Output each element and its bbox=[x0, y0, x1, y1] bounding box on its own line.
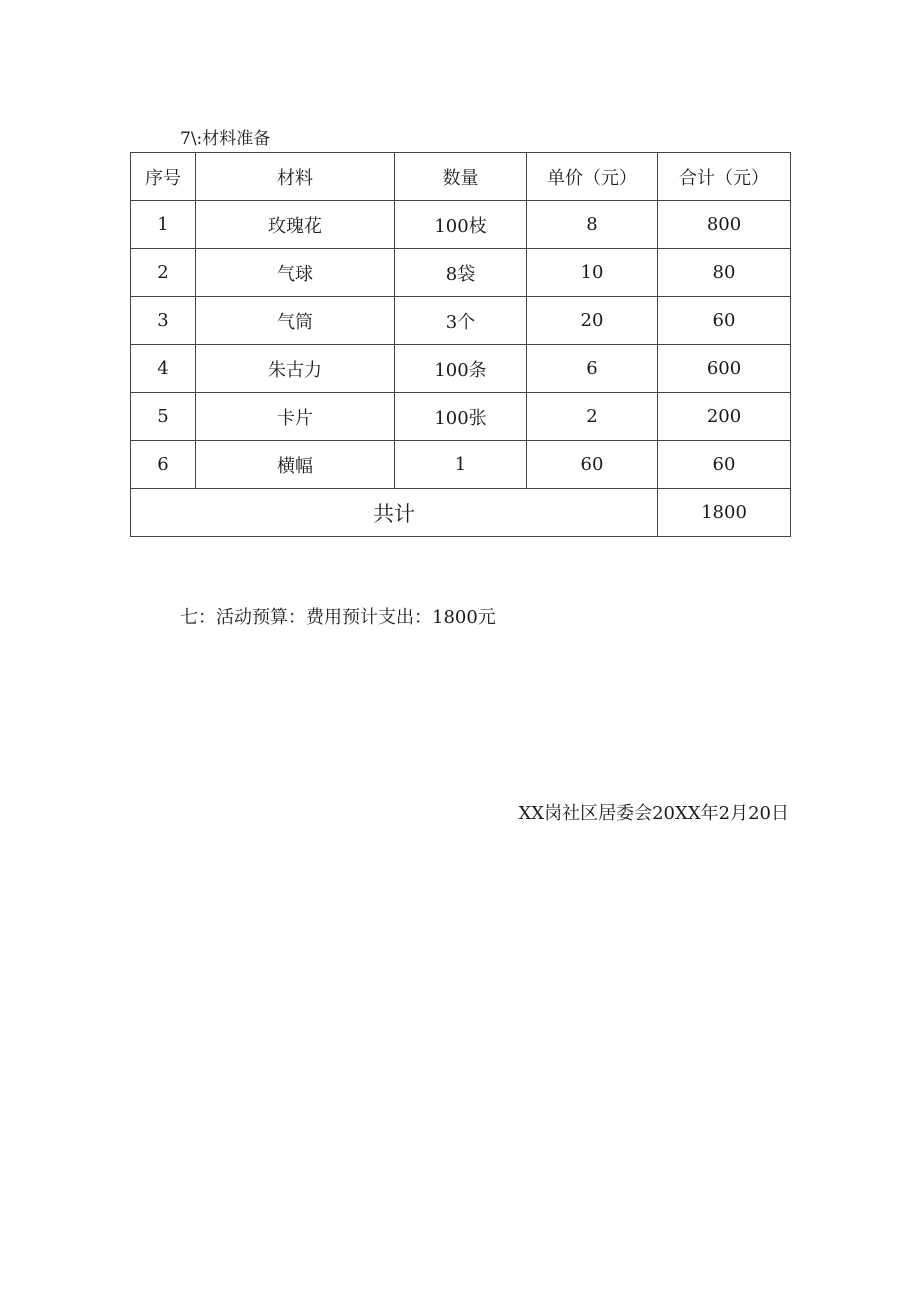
table-cell: 6 bbox=[131, 441, 196, 489]
table-row bbox=[131, 201, 791, 249]
table-cell: 1 bbox=[131, 201, 196, 249]
table-cell: 100条 bbox=[395, 345, 527, 393]
header-cell-unit-price: 单价（元） bbox=[527, 153, 658, 201]
budget-line: 七：活动预算：费用预计支出：1800元 bbox=[180, 607, 496, 628]
table-row bbox=[131, 393, 791, 441]
table-cell: 600 bbox=[658, 345, 791, 393]
table-cell: 2 bbox=[527, 393, 658, 441]
table-total-row bbox=[131, 489, 791, 537]
table-cell: 2 bbox=[131, 249, 196, 297]
table-cell: 横幅 bbox=[196, 441, 395, 489]
table-cell: 8袋 bbox=[395, 249, 527, 297]
section-title: 7\:材料准备 bbox=[180, 129, 271, 149]
table-row bbox=[131, 345, 791, 393]
table-cell: 200 bbox=[658, 393, 791, 441]
table-cell: 60 bbox=[658, 441, 791, 489]
table-cell: 气筒 bbox=[196, 297, 395, 345]
header-cell-index: 序号 bbox=[131, 153, 196, 201]
table-cell: 800 bbox=[658, 201, 791, 249]
table-cell: 玫瑰花 bbox=[196, 201, 395, 249]
materials-table bbox=[130, 152, 791, 537]
total-label: 共计 bbox=[131, 489, 658, 537]
table-cell: 朱古力 bbox=[196, 345, 395, 393]
header-cell-subtotal: 合计（元） bbox=[658, 153, 791, 201]
table-cell: 6 bbox=[527, 345, 658, 393]
table-cell: 100张 bbox=[395, 393, 527, 441]
table-cell: 5 bbox=[131, 393, 196, 441]
total-value: 1800 bbox=[658, 489, 791, 537]
table-cell: 20 bbox=[527, 297, 658, 345]
header-cell-material: 材料 bbox=[196, 153, 395, 201]
table-cell: 8 bbox=[527, 201, 658, 249]
table-cell: 80 bbox=[658, 249, 791, 297]
table-row bbox=[131, 297, 791, 345]
header-cell-quantity: 数量 bbox=[395, 153, 527, 201]
table-cell: 60 bbox=[658, 297, 791, 345]
signature-line: XX岗社区居委会20XX年2月20日 bbox=[518, 803, 789, 824]
table-cell: 气球 bbox=[196, 249, 395, 297]
table-cell: 100枝 bbox=[395, 201, 527, 249]
table-header-row bbox=[131, 153, 791, 201]
table-cell: 10 bbox=[527, 249, 658, 297]
table-cell: 60 bbox=[527, 441, 658, 489]
table-cell: 3 bbox=[131, 297, 196, 345]
table-cell: 3个 bbox=[395, 297, 527, 345]
table-cell: 4 bbox=[131, 345, 196, 393]
table-cell: 1 bbox=[395, 441, 527, 489]
table-row bbox=[131, 249, 791, 297]
table-row bbox=[131, 441, 791, 489]
table-cell: 卡片 bbox=[196, 393, 395, 441]
